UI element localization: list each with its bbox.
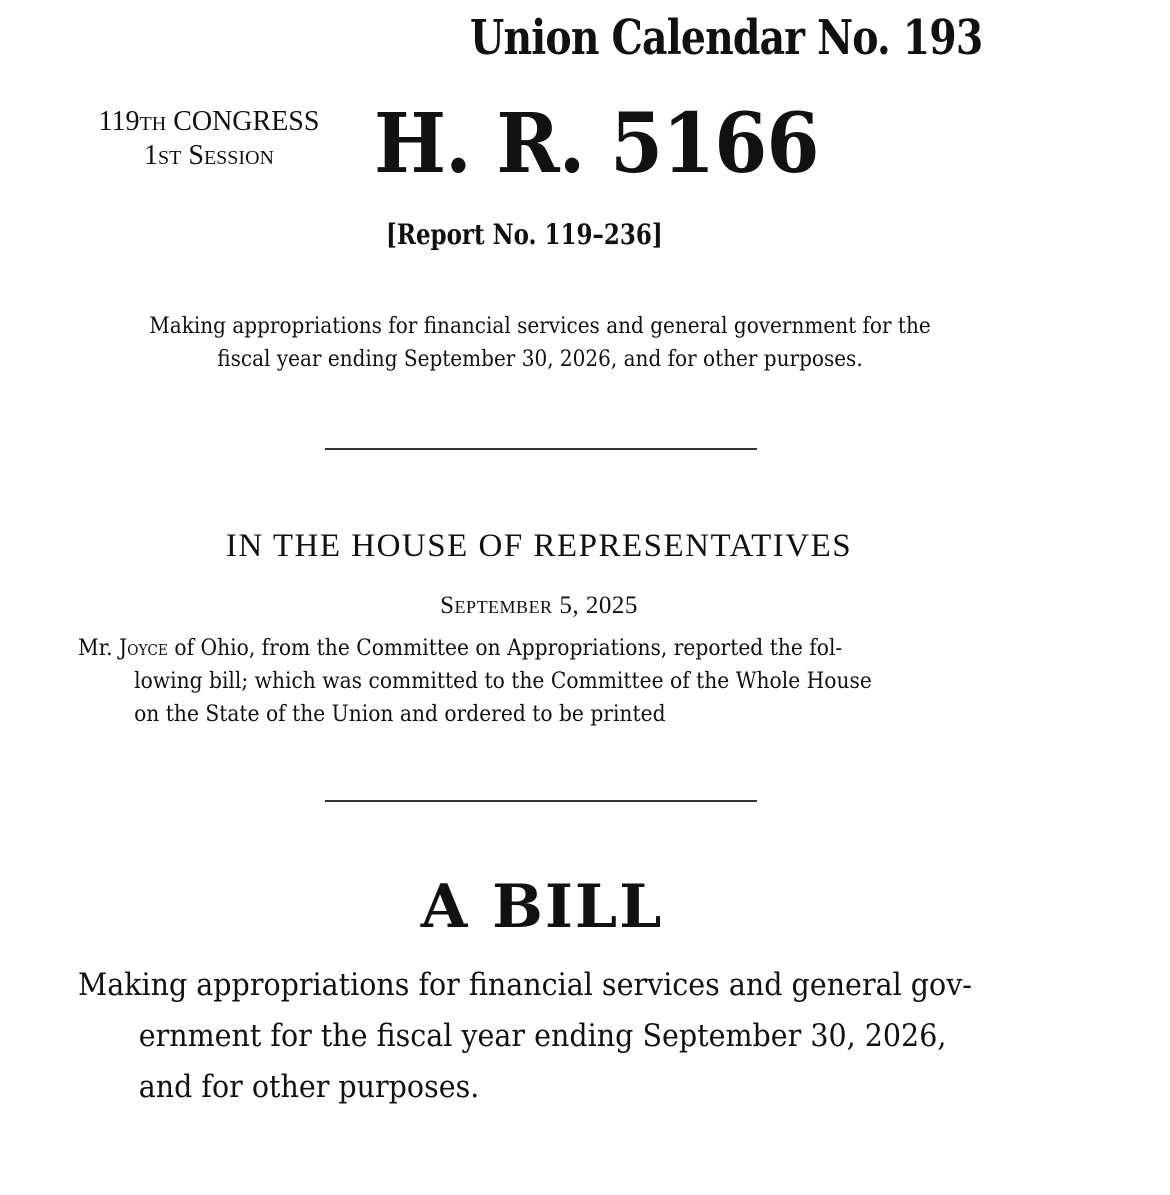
short-title	[131, 310, 950, 376]
action-prefix: Mr.	[78, 636, 120, 661]
short-title-line: fiscal year ending September 30, 2026, and for other purposes.	[217, 347, 863, 372]
congress-word: CONGRESS	[166, 106, 320, 137]
a-bill-heading: A BILL	[420, 872, 664, 942]
short-title-line: Making appropriations for financial services and general government for the	[149, 314, 931, 339]
congress-number: 119	[98, 106, 140, 137]
house-heading: IN THE HOUSE OF REPRESENTATIVES	[225, 528, 853, 564]
action-line1-rest: of Ohio, from the Committee on Appropriations, reported the fol-	[167, 636, 843, 661]
action-line	[78, 632, 1000, 665]
long-title-line: and for other purposes.	[138, 1069, 480, 1105]
session-word: Session	[181, 140, 274, 171]
session-ordinal-suffix: ST	[158, 147, 182, 169]
long-title	[78, 960, 1026, 1113]
committee-action-text	[78, 632, 1000, 731]
action-line: lowing bill; which was committed to the Committee of the Whole House	[134, 669, 872, 694]
introduction-date: September 5, 2025	[440, 592, 638, 619]
divider-rule	[325, 800, 757, 802]
long-title-line: Making appropriations for financial services and general gov-	[78, 967, 972, 1003]
sponsor-name: Joyce	[119, 636, 168, 661]
congress-session-block	[78, 106, 340, 174]
report-number: [Report No. 119–236]	[386, 218, 663, 251]
session-number: 1	[144, 140, 159, 171]
congress-line	[78, 106, 340, 140]
bill-number: H. R. 5166	[374, 96, 819, 192]
divider-rule	[325, 448, 757, 450]
congress-ordinal-suffix: TH	[139, 113, 167, 135]
long-title-line: ernment for the fiscal year ending September 30, 2026,	[138, 1018, 947, 1054]
action-line: on the State of the Union and ordered to be printed	[134, 702, 666, 727]
union-calendar-label: Union Calendar No. 193	[470, 10, 983, 66]
session-line	[78, 140, 340, 174]
